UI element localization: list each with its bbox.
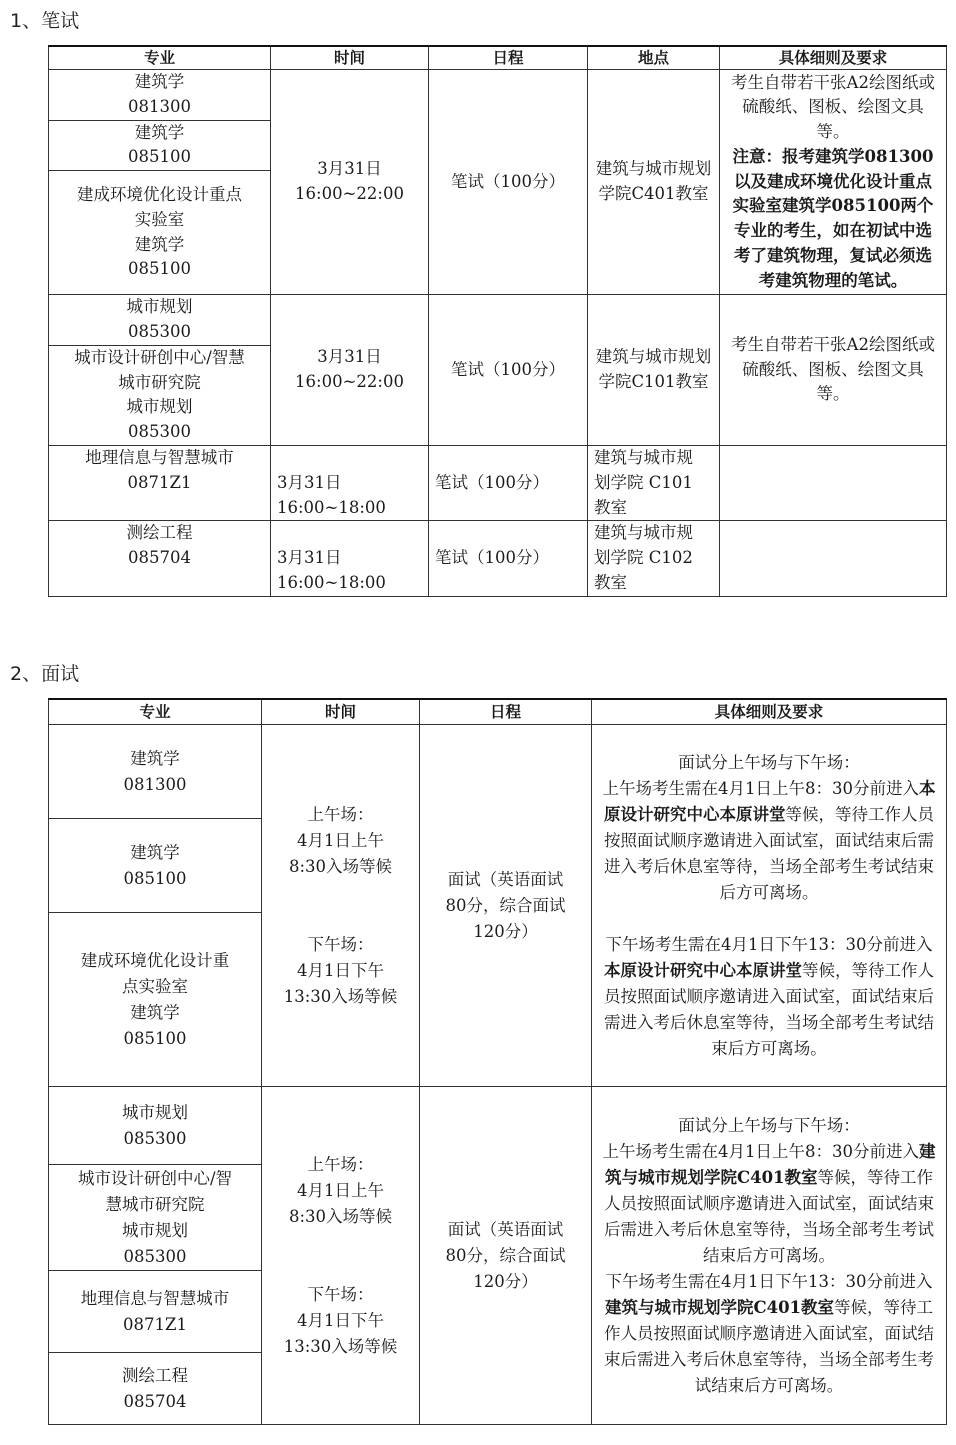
am-time: 8:30入场等候 xyxy=(288,1206,393,1226)
requirements-pm-pre: 下午场考生需在4月1日下午13：30分前进入 xyxy=(605,1271,933,1291)
written-exam-table xyxy=(48,45,947,597)
major-code: 085300 xyxy=(128,422,191,442)
time-cell xyxy=(262,725,420,1087)
major-code: 085300 xyxy=(123,1246,187,1266)
major-code: 081300 xyxy=(123,774,187,794)
location-line: 划学院 C101 xyxy=(594,472,693,492)
major-code: 085300 xyxy=(128,321,191,341)
header-major: 专业 xyxy=(49,699,262,725)
time-date: 3月31日 xyxy=(277,548,342,568)
requirements-text: 考生自带若干张A2绘图纸或硫酸纸、图板、绘图文具等。 xyxy=(731,72,935,142)
major-cell xyxy=(49,725,262,819)
major-name: 测绘工程 xyxy=(126,523,193,543)
requirements-cell xyxy=(592,725,947,1087)
time-range: 16:00~22:00 xyxy=(295,372,404,392)
time-cell xyxy=(262,1087,420,1425)
major-cell xyxy=(49,445,271,520)
header-major: 专业 xyxy=(49,46,271,70)
pm-date: 4月1日下午 xyxy=(297,1310,384,1330)
major-name-line: 实验室 xyxy=(134,209,185,229)
time-date: 3月31日 xyxy=(277,472,342,492)
major-code: 085100 xyxy=(128,259,191,279)
major-name: 城市规划 xyxy=(122,1220,188,1240)
major-code: 085100 xyxy=(128,147,191,167)
pm-time: 13:30入场等候 xyxy=(283,986,398,1006)
requirements-am-pre: 上午场考生需在4月1日上午8：30分前进入 xyxy=(602,778,919,798)
location-line: 教室 xyxy=(594,572,627,592)
time-range: 16:00~18:00 xyxy=(277,572,386,592)
time-cell xyxy=(271,521,429,596)
major-cell xyxy=(49,70,271,121)
requirements-am xyxy=(598,776,940,906)
major-name: 城市规划 xyxy=(122,1102,188,1122)
major-name: 建筑学 xyxy=(134,72,185,91)
schedule-cell xyxy=(420,725,592,1087)
major-name: 建筑学 xyxy=(134,234,185,254)
pm-label: 下午场： xyxy=(307,934,374,954)
major-code: 085100 xyxy=(123,868,187,888)
major-name: 地理信息与智慧城市 xyxy=(85,447,234,467)
major-cell xyxy=(49,171,271,295)
major-name-line: 慧城市研究院 xyxy=(105,1194,205,1214)
requirements-am-pre: 上午场考生需在4月1日上午8：30分前进入 xyxy=(602,1141,919,1161)
major-code: 085704 xyxy=(128,548,191,568)
header-time: 时间 xyxy=(262,699,420,725)
major-code: 0871Z1 xyxy=(123,1314,187,1334)
requirements-cell xyxy=(592,1087,947,1425)
major-cell xyxy=(49,345,271,445)
time-cell xyxy=(271,70,429,295)
major-name: 建筑学 xyxy=(130,1002,180,1022)
schedule-cell: 笔试（100分） xyxy=(429,295,588,446)
am-label: 上午场： xyxy=(307,804,374,824)
table-row xyxy=(49,295,947,346)
time-date: 3月31日 xyxy=(317,159,382,179)
table-header-row xyxy=(49,699,947,725)
major-name: 城市规划 xyxy=(126,397,193,417)
major-name: 建筑学 xyxy=(134,122,185,142)
am-label: 上午场： xyxy=(307,1154,374,1174)
requirements-cell xyxy=(720,445,947,520)
major-name: 建筑学 xyxy=(130,842,180,862)
requirements-cell xyxy=(720,521,947,596)
header-schedule: 日程 xyxy=(429,46,588,70)
location-cell: 建筑与城市规划学院C101教室 xyxy=(588,295,720,446)
location-cell: 建筑与城市规划学院C401教室 xyxy=(588,70,720,295)
requirements-cell: 考生自带若干张A2绘图纸或硫酸纸、图板、绘图文具等。 xyxy=(720,295,947,446)
interview-table xyxy=(48,698,947,1425)
requirements-intro: 面试分上午场与下午场： xyxy=(678,1115,860,1135)
schedule-line: 120分） xyxy=(473,921,538,941)
major-cell xyxy=(49,1165,262,1271)
schedule-cell xyxy=(420,1087,592,1425)
header-time: 时间 xyxy=(271,46,429,70)
major-cell xyxy=(49,1353,262,1425)
location-line: 建筑与城市规 xyxy=(594,447,693,467)
major-cell xyxy=(49,819,262,913)
major-code: 0871Z1 xyxy=(127,472,192,492)
location-cell xyxy=(588,445,720,520)
major-name: 城市规划 xyxy=(126,297,193,317)
table-row xyxy=(49,1087,947,1165)
major-name-line: 建成环境优化设计重点 xyxy=(77,185,242,205)
requirements-am xyxy=(598,1139,940,1269)
table-row xyxy=(49,725,947,819)
table-row xyxy=(49,445,947,520)
major-name: 测绘工程 xyxy=(122,1365,188,1385)
requirements-pm-pre: 下午场考生需在4月1日下午13：30分前进入 xyxy=(605,934,933,954)
requirements-pm-post: 等候，等待工作人员按照面试顺序邀请进入面试室，面试结束后需进入考后休息室等待，当场全部考生考试结束后方可离场。 xyxy=(604,960,934,1058)
location-line: 建筑与城市规 xyxy=(594,523,693,543)
schedule-line: 面试（英语面试 xyxy=(447,1219,564,1239)
major-cell xyxy=(49,521,271,596)
major-cell xyxy=(49,295,271,346)
schedule-line: 80分，综合面试 xyxy=(445,895,566,915)
requirements-am-post: 等候，等待工作人员按照面试顺序邀请进入面试室，面试结束后需进入考后休息室等待，当场全部考生考试结束后方可离场。 xyxy=(604,804,934,902)
requirements-pm xyxy=(598,932,940,1062)
schedule-line: 120分） xyxy=(473,1271,538,1291)
time-cell xyxy=(271,445,429,520)
table-row xyxy=(49,70,947,121)
time-date: 3月31日 xyxy=(317,347,382,367)
requirements-am-place: 建筑与城市规划学院C401教室 xyxy=(604,1141,936,1187)
pm-time: 13:30入场等候 xyxy=(283,1336,398,1356)
major-code: 085100 xyxy=(123,1028,187,1048)
schedule-cell: 笔试（100分） xyxy=(429,521,588,596)
major-name-line: 城市设计研创中心/智慧 xyxy=(74,347,245,367)
location-line: 划学院 C102 xyxy=(594,548,693,568)
requirements-am-place: 本原设计研究中心本原讲堂 xyxy=(604,778,936,824)
requirements-pm-post: 等候，等待工作人员按照面试顺序邀请进入面试室，面试结束后需进入考后休息室等待，当场全部考生考试结束后方可离场。 xyxy=(604,1297,934,1395)
am-date: 4月1日上午 xyxy=(297,1180,384,1200)
major-code: 085300 xyxy=(123,1128,187,1148)
requirements-pm xyxy=(598,1269,940,1399)
location-cell xyxy=(588,521,720,596)
pm-label: 下午场： xyxy=(307,1284,374,1304)
section-heading-interview: 2、面试 xyxy=(10,663,80,685)
major-code: 085704 xyxy=(123,1391,187,1411)
major-name: 地理信息与智慧城市 xyxy=(80,1288,230,1308)
requirements-am-post: 等候，等待工作人员按照面试顺序邀请进入面试室，面试结束后需进入考后休息室等待，当场全部考生考试结束后方可离场。 xyxy=(604,1167,934,1265)
major-code: 081300 xyxy=(128,96,191,116)
major-cell xyxy=(49,1271,262,1353)
time-range: 16:00~22:00 xyxy=(295,184,404,204)
location-line: 教室 xyxy=(594,497,627,517)
major-cell xyxy=(49,1087,262,1165)
requirements-pm-place: 本原设计研究中心本原讲堂 xyxy=(604,960,802,980)
requirements-intro: 面试分上午场与下午场： xyxy=(678,752,860,772)
header-requirements: 具体细则及要求 xyxy=(592,699,947,725)
major-cell xyxy=(49,913,262,1087)
major-name-line: 点实验室 xyxy=(122,976,188,996)
major-name-line: 建成环境优化设计重 xyxy=(80,950,230,970)
time-range: 16:00~18:00 xyxy=(277,497,386,517)
section-heading-written: 1、笔试 xyxy=(10,10,80,32)
header-schedule: 日程 xyxy=(420,699,592,725)
header-location: 地点 xyxy=(588,46,720,70)
schedule-line: 面试（英语面试 xyxy=(447,869,564,889)
table-header-row xyxy=(49,46,947,70)
header-requirements: 具体细则及要求 xyxy=(720,46,947,70)
time-cell xyxy=(271,295,429,446)
major-name-line: 城市设计研创中心/智 xyxy=(77,1168,233,1188)
schedule-cell: 笔试（100分） xyxy=(429,70,588,295)
major-cell xyxy=(49,120,271,171)
schedule-line: 80分，综合面试 xyxy=(445,1245,566,1265)
am-date: 4月1日上午 xyxy=(297,830,384,850)
pm-date: 4月1日下午 xyxy=(297,960,384,980)
major-name-line: 城市研究院 xyxy=(118,372,201,392)
requirements-pm-place: 建筑与城市规划学院C401教室 xyxy=(604,1297,835,1317)
schedule-cell: 笔试（100分） xyxy=(429,445,588,520)
requirements-note: 注意：报考建筑学081300以及建成环境优化设计重点实验室建筑学085100两个专业的考生，如在初试中选考了建筑物理，复试必须选考建筑物理的笔试。 xyxy=(732,146,934,290)
requirements-cell xyxy=(720,70,947,295)
am-time: 8:30入场等候 xyxy=(288,856,393,876)
major-name: 建筑学 xyxy=(130,748,180,768)
table-row xyxy=(49,521,947,596)
